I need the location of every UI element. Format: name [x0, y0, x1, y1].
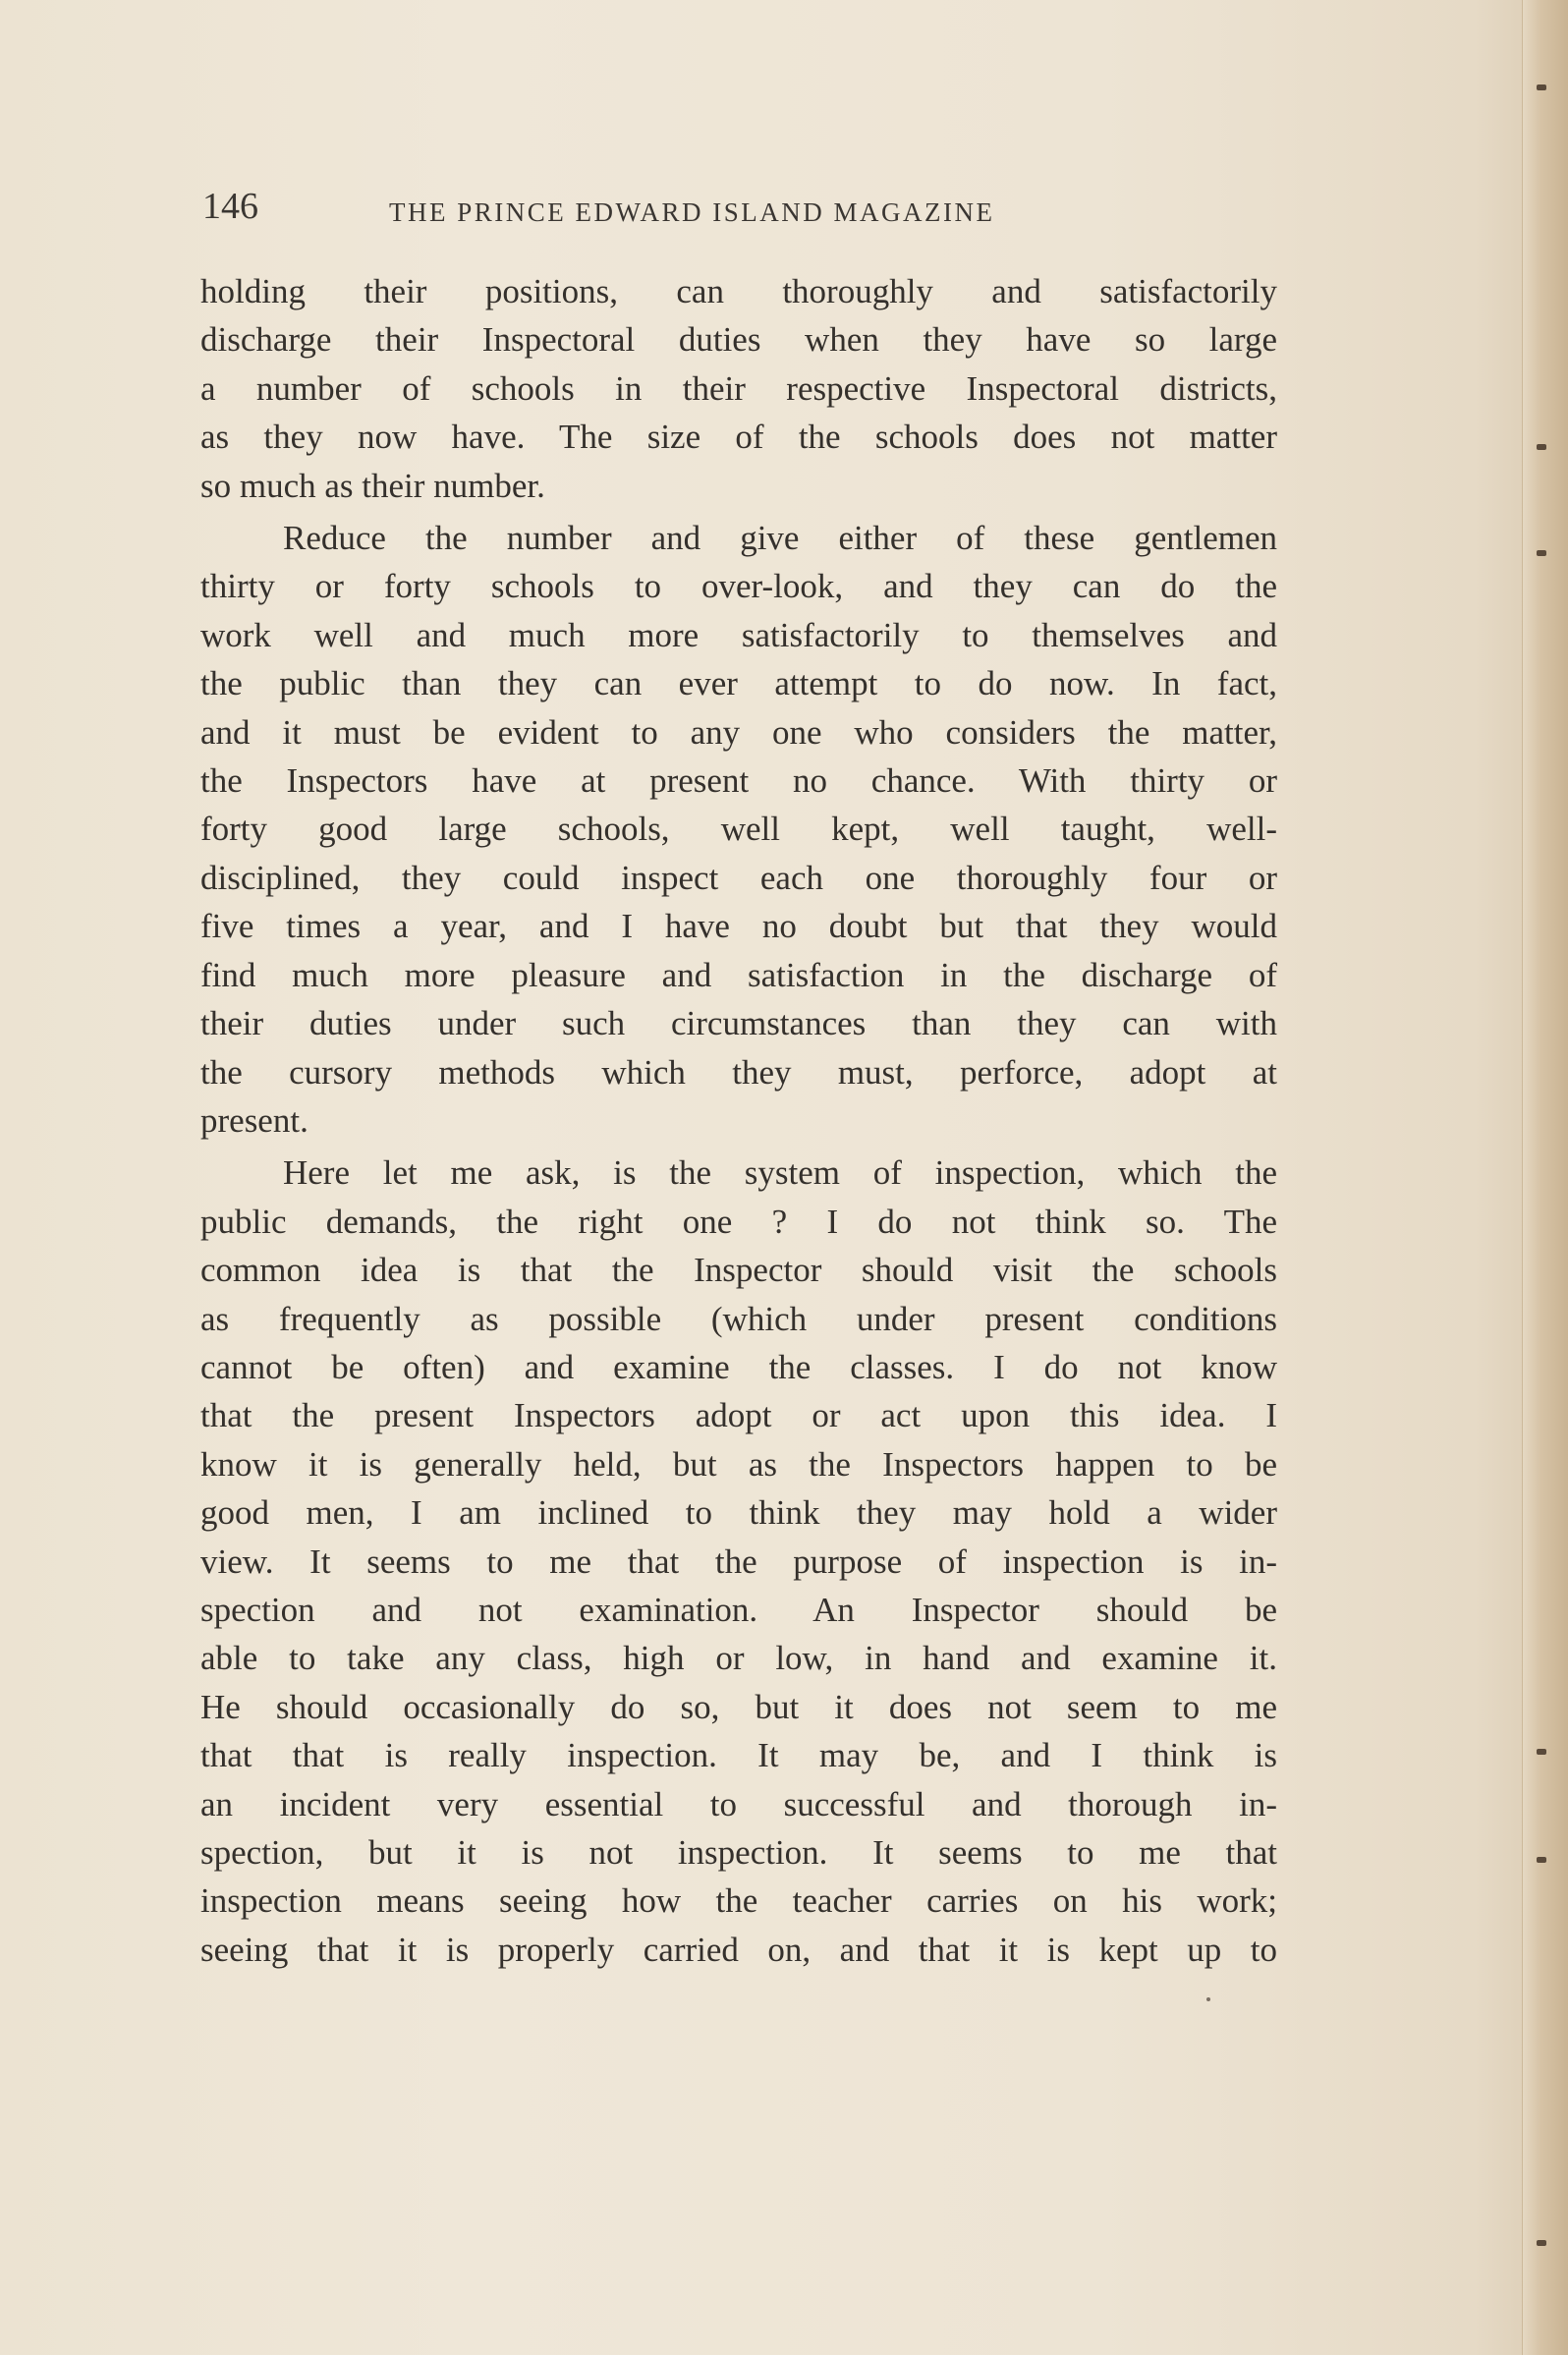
- text-line: work well and much more satisfactorily to themselves and: [200, 615, 1277, 654]
- edge-mark: [1537, 1749, 1546, 1755]
- text-line: disciplined, they could inspect each one thoroughly four or: [200, 858, 1277, 897]
- text-line: and it must be evident to any one who considers the matter,: [200, 712, 1277, 752]
- text-line: the Inspectors have at present no chance. With thirty or: [200, 761, 1277, 801]
- page-header: [202, 177, 1283, 236]
- text-line: seeing that it is properly carried on, and that it is kept up to: [200, 1930, 1277, 1969]
- text-line: five times a year, and I have no doubt but that they would: [200, 907, 1277, 946]
- text-line: spection, but it is not inspection. It seems to me that: [200, 1833, 1277, 1872]
- text-line: inspection means seeing how the teacher carries on his work;: [200, 1881, 1277, 1921]
- page-edge: [1522, 0, 1568, 2355]
- paper-speck: [1206, 1997, 1210, 2001]
- text-line: good men, I am inclined to think they may hold a wider: [200, 1493, 1277, 1533]
- text-line: as they now have. The size of the schools does not matter: [200, 418, 1277, 457]
- text-line: that the present Inspectors adopt or act upon this idea. I: [200, 1396, 1277, 1435]
- text-line: view. It seems to me that the purpose of inspection is in-: [200, 1542, 1277, 1581]
- paragraph: [200, 514, 1277, 1145]
- text-line: the cursory methods which they must, perforce, adopt at: [200, 1052, 1277, 1092]
- text-line: able to take any class, high or low, in hand and examine it.: [200, 1639, 1277, 1678]
- text-line: spection and not examination. An Inspector should be: [200, 1590, 1277, 1629]
- text-line: an incident very essential to successful and thorough in-: [200, 1784, 1277, 1823]
- edge-mark: [1537, 1857, 1546, 1863]
- text-line: cannot be often) and examine the classes. I do not know: [200, 1347, 1277, 1386]
- text-line: thirty or forty schools to over-look, and they can do the: [200, 567, 1277, 606]
- text-line: that that is really inspection. It may be, and I think is: [200, 1736, 1277, 1775]
- text-line: He should occasionally do so, but it does not seem to me: [200, 1687, 1277, 1726]
- edge-mark: [1537, 550, 1546, 556]
- text-line: present.: [200, 1100, 308, 1140]
- text-line: as frequently as possible (which under present conditions: [200, 1299, 1277, 1338]
- paragraph: [200, 1149, 1277, 1974]
- edge-mark: [1537, 444, 1546, 450]
- text-line: common idea is that the Inspector should visit the schools: [200, 1251, 1277, 1290]
- text-line: find much more pleasure and satisfaction in the discharge of: [200, 955, 1277, 994]
- page-number: 146: [202, 186, 258, 227]
- text-line: Reduce the number and give either of these gentlemen: [283, 519, 1277, 558]
- running-head: THE PRINCE EDWARD ISLAND MAGAZINE: [389, 197, 995, 227]
- text-line: Here let me ask, is the system of inspection, which the: [283, 1153, 1277, 1193]
- text-line: know it is generally held, but as the Inspectors happen to be: [200, 1444, 1277, 1484]
- text-line: a number of schools in their respective Inspectoral districts,: [200, 368, 1277, 408]
- paragraph: [200, 267, 1277, 510]
- text-line: discharge their Inspectoral duties when they have so large: [200, 320, 1277, 360]
- edge-mark: [1537, 84, 1546, 90]
- text-line: forty good large schools, well kept, well taught, well-: [200, 810, 1277, 849]
- text-line: their duties under such circumstances than they can with: [200, 1004, 1277, 1043]
- body-text: [200, 267, 1277, 1974]
- text-line: public demands, the right one ? I do not think so. The: [200, 1202, 1277, 1241]
- text-line: the public than they can ever attempt to do now. In fact,: [200, 664, 1277, 703]
- text-line: holding their positions, can thoroughly and satisfactorily: [200, 272, 1277, 310]
- edge-mark: [1537, 2240, 1546, 2246]
- text-line: so much as their number.: [200, 466, 545, 505]
